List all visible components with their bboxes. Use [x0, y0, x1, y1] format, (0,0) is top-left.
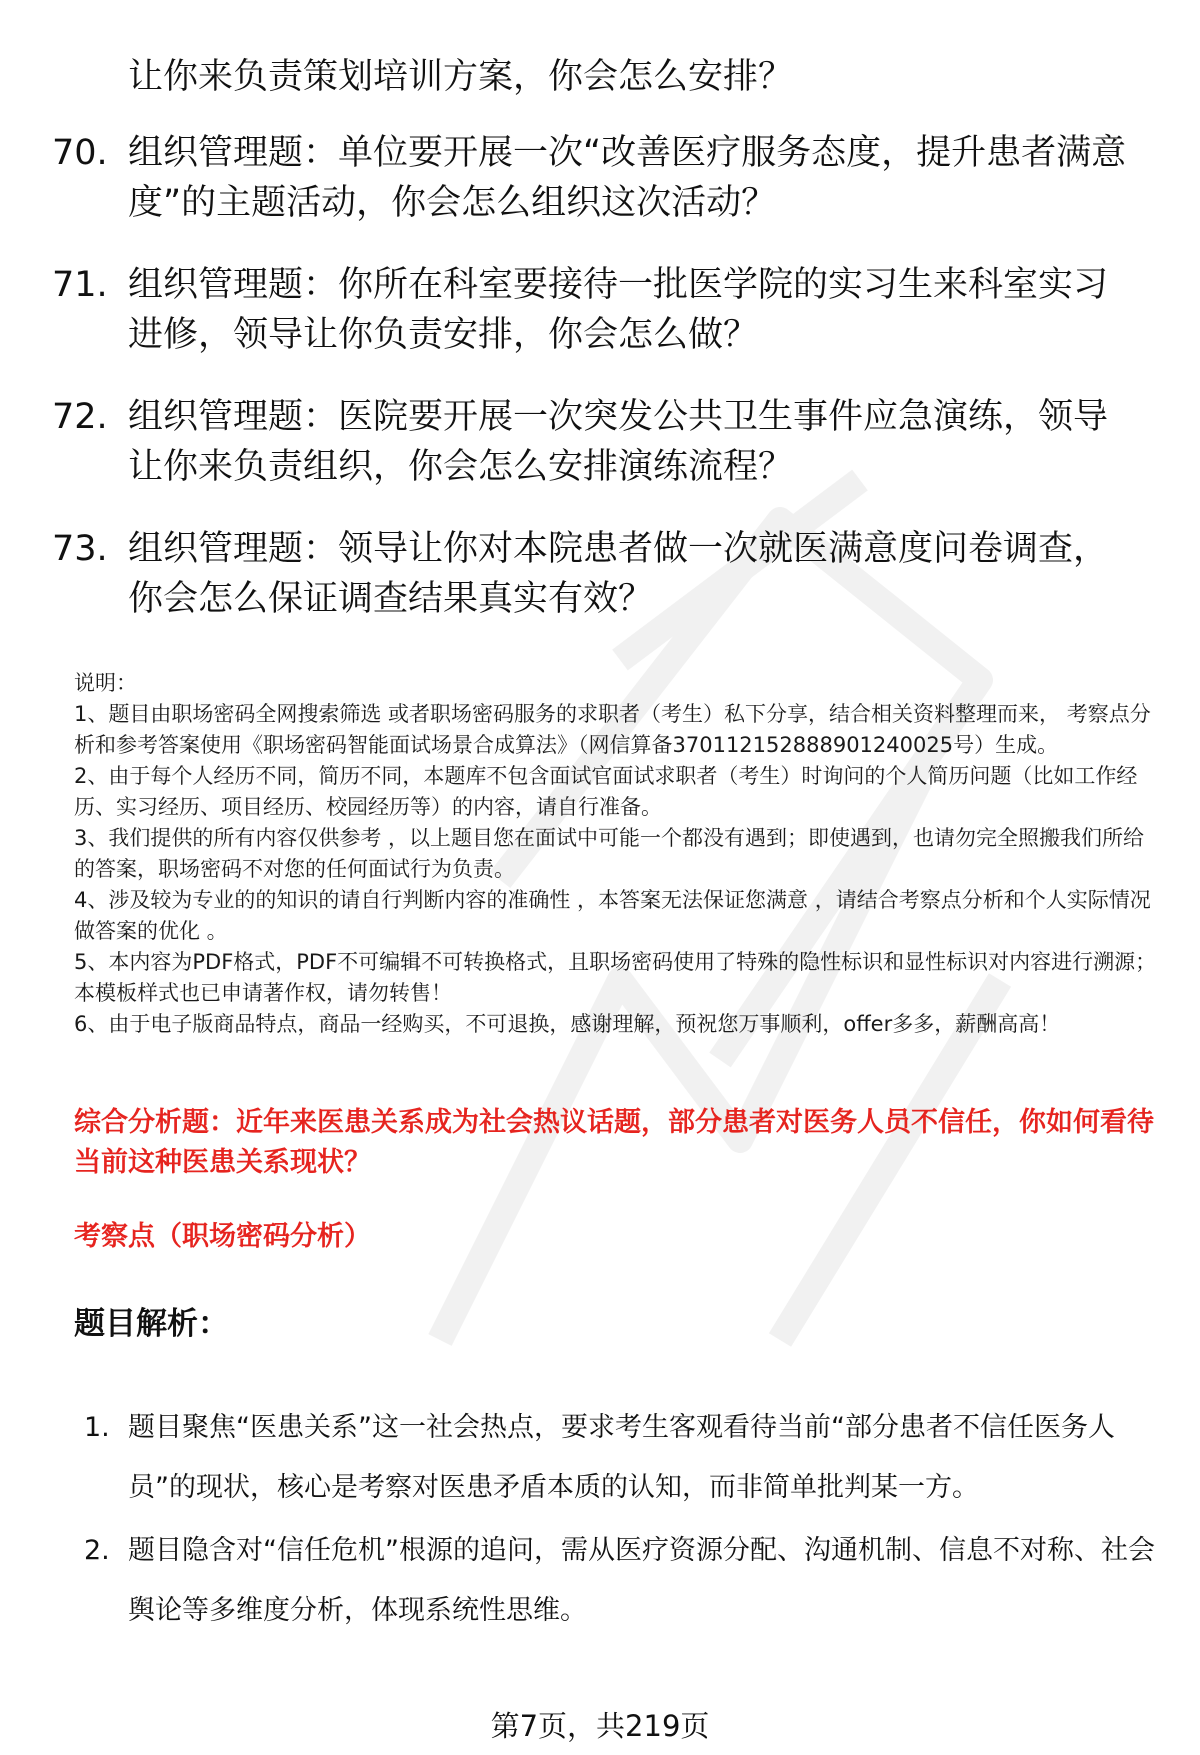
page-footer: 第7页，共219页 [490, 1709, 710, 1743]
analysis-text: 题目隐含对“信任危机”根源的追问，需从医疗资源分配、沟通机制、信息不对称、社会舆论等多维度分析，体现系统性思维。 [128, 1535, 1155, 1626]
note-item-6: 6、由于电子版商品特点，商品一经购买，不可退换，感谢理解，预祝您万事顺利，offer多多，薪酬高高！ [74, 1012, 1061, 1036]
question-text: 组织管理题：单位要开展一次“改善医疗服务态度，提升患者满意度”的主题活动，你会怎么组织这次活动？ [128, 133, 1127, 223]
notes-section [74, 668, 1159, 1040]
question-text: 组织管理题：领导让你对本院患者做一次就医满意度问卷调查，你会怎么保证调查结果真实有效？ [128, 529, 1109, 619]
question-69-continuation: 让你来负责策划培训方案，你会怎么安排？ [128, 57, 794, 97]
note-item-5: 5、本内容为PDF格式，PDF不可编辑不可转换格式，且职场密码使用了特殊的隐性标识和显性标识对内容进行溯源；本模板样式也已申请著作权，请勿转售！ [74, 950, 1157, 1005]
note-item-2: 2、由于每个人经历不同，简历不同，本题库不包含面试官面试求职者（考生）时询问的个人简历问题（比如工作经历、实习经历、项目经历、校园经历等）的内容，请自行准备。 [74, 764, 1138, 819]
question-number: 72. [52, 397, 108, 437]
analysis-item-2 [84, 1521, 1160, 1641]
note-item-4: 4、涉及较为专业的的知识的请自行判断内容的准确性 ，本答案无法保证您满意 ，请结合考察点分析和个人实际情况做答案的优化 。 [74, 888, 1151, 943]
analysis-text: 题目聚焦“医患关系”这一社会热点，要求考生客观看待当前“部分患者不信任医务人员”的现状，核心是考察对医患矛盾本质的认知，而非简单批判某一方。 [128, 1412, 1115, 1503]
featured-question: 综合分析题：近年来医患关系成为社会热议话题，部分患者对医务人员不信任，你如何看待当前这种医患关系现状？ [74, 1107, 1154, 1178]
analysis-item-1 [84, 1398, 1160, 1518]
question-text: 组织管理题：医院要开展一次突发公共卫生事件应急演练，领导让你来负责组织，你会怎么安排演练流程？ [128, 397, 1109, 487]
note-item-3: 3、我们提供的所有内容仅供参考 ，以上题目您在面试中可能一个都没有遇到；即使遇到，也请勿完全照搬我们所给的答案，职场密码不对您的任何面试行为负责。 [74, 826, 1145, 881]
analysis-number: 1. [84, 1412, 110, 1443]
question-number: 73. [52, 529, 108, 569]
analysis-list [84, 1398, 1160, 1641]
assessment-point-label: 考察点（职场密码分析） [74, 1221, 371, 1252]
analysis-heading: 题目解析： [74, 1306, 229, 1342]
notes-title: 说明： [74, 671, 137, 695]
question-number: 70. [52, 133, 108, 173]
question-number: 71. [52, 265, 108, 305]
note-item-1: 1、题目由职场密码全网搜索筛选 或者职场密码服务的求职者（考生）私下分享，结合相关资料整理而来， 考察点分析和参考答案使用《职场密码智能面试场景合成算法》（网信算备370112152888901240025号）生成。 [74, 702, 1151, 757]
question-text: 组织管理题：你所在科室要接待一批医学院的实习生来科室实习进修，领导让你负责安排，你会怎么做？ [128, 265, 1109, 355]
analysis-number: 2. [84, 1535, 110, 1566]
